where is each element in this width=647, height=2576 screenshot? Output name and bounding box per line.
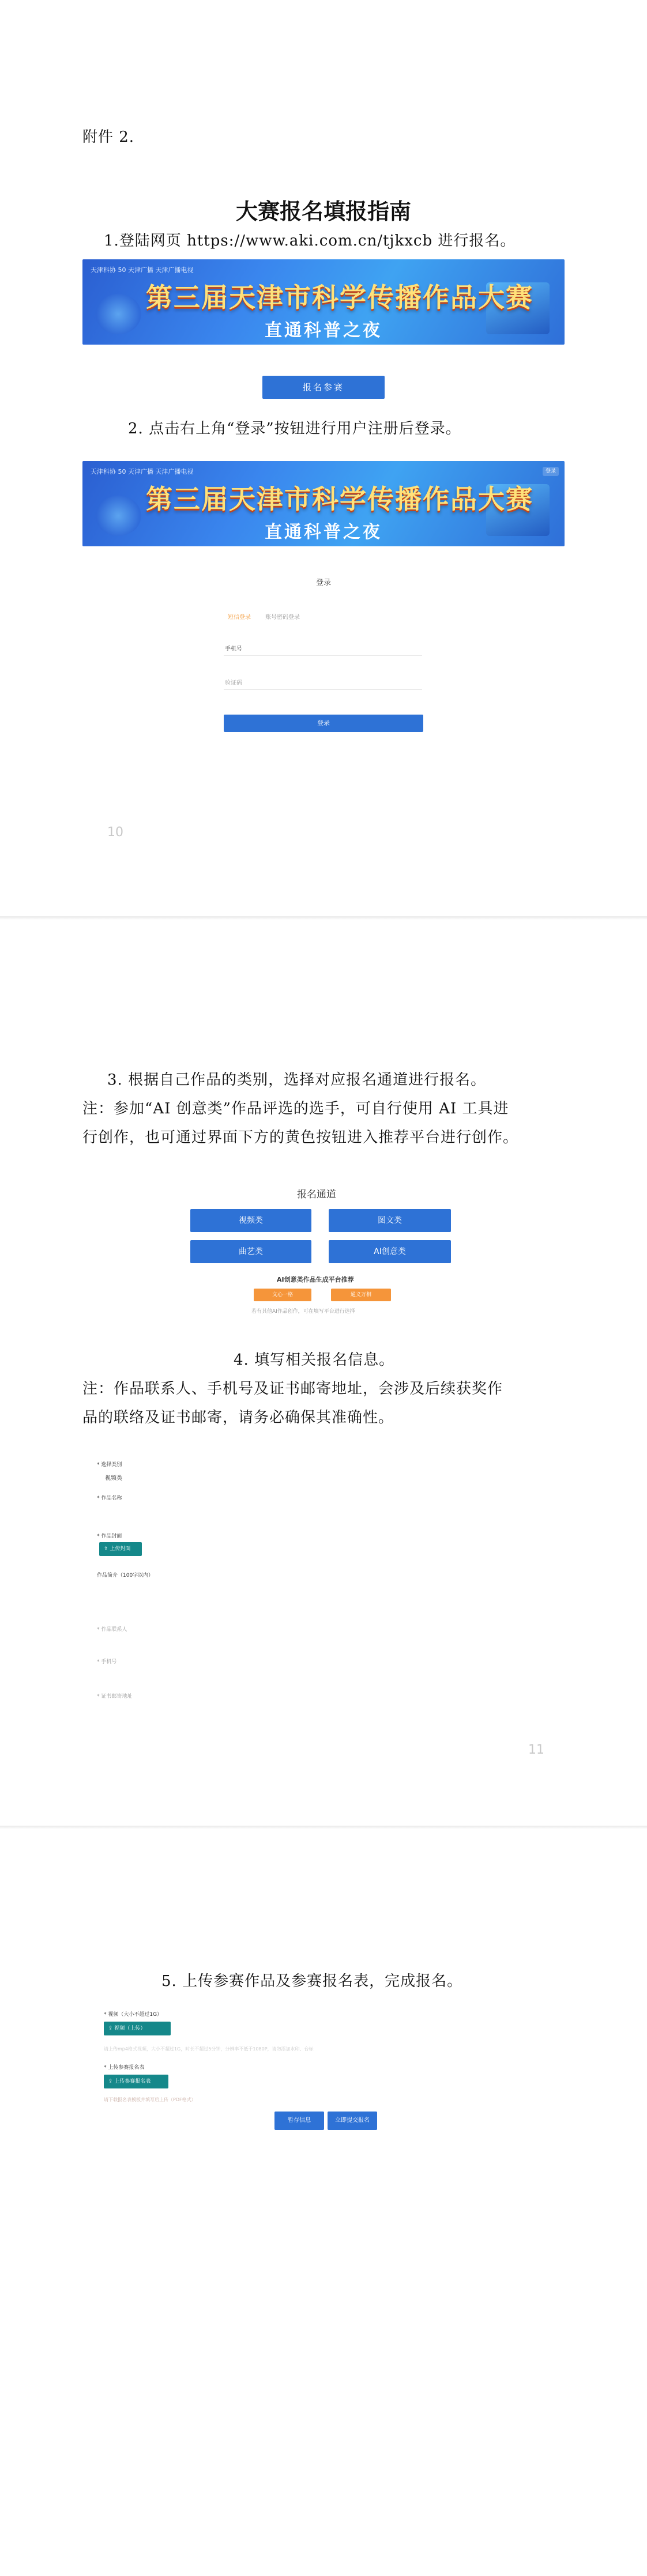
document-title: 大赛报名填报指南 — [235, 198, 411, 224]
form-address-label[interactable]: * 证书邮寄地址 — [97, 1694, 133, 1699]
register-button[interactable]: 报名参赛 — [262, 376, 385, 399]
login-link[interactable]: 登录 — [543, 467, 559, 476]
form-category-label: * 选择类别 — [97, 1462, 122, 1468]
banner-subtitle: 直通科普之夜 — [265, 320, 382, 341]
upload-entry-form-button[interactable] — [104, 2075, 168, 2088]
step-3-text: 3. 根据自己作品的类别，选择对应报名通道进行报名。 — [107, 1071, 487, 1089]
form-title-label: * 作品名称 — [97, 1495, 122, 1501]
upload-video-label: 视频（上传） — [114, 2026, 146, 2031]
attachment-label: 附件 2. — [82, 129, 135, 146]
step-5-text: 5. 上传参赛作品及参赛报名表，完成报名。 — [161, 1973, 463, 1990]
channel-ai-button[interactable]: AI创意类 — [329, 1240, 451, 1263]
step-4-note-line-2: 品的联络及证书邮寄，请务必确保其准确性。 — [82, 1409, 394, 1426]
page-number: 11 — [528, 1743, 544, 1757]
video-hint: 请上传mp4格式视频，大小不超过1G，时长不超过5分钟，分辨率不低于1080P，请勿添加水印、台标 — [104, 2046, 314, 2052]
contest-banner — [82, 461, 565, 546]
step-4-text: 4. 填写相关报名信息。 — [234, 1351, 395, 1369]
save-draft-button[interactable]: 暂存信息 — [274, 2112, 324, 2130]
step-3-note-line-2: 行创作，也可通过界面下方的黄色按钮进入推荐平台进行创作。 — [82, 1129, 519, 1146]
upload-icon: ⇪ — [108, 2026, 115, 2031]
entry-form-hint: 请下载报名表模板并填写后上传（PDF格式） — [104, 2097, 196, 2102]
step-4-note-line-1: 注：作品联系人、手机号及证书邮寄地址，会涉及后续获奖作 — [82, 1380, 503, 1397]
upload-entry-form-label: 上传参赛报名表 — [114, 2079, 151, 2084]
login-submit-button[interactable]: 登录 — [224, 715, 423, 732]
submit-registration-button[interactable]: 立即提交报名 — [328, 2112, 377, 2130]
ai-platform-heading: AI创意类作品生成平台推荐 — [277, 1276, 354, 1283]
upload-icon: ⇪ — [104, 1546, 110, 1552]
channel-graphic-button[interactable]: 图文类 — [329, 1209, 451, 1232]
form-intro-label: 作品简介（100字以内） — [97, 1573, 154, 1578]
step-3-note-line-1: 注：参加“AI 创意类”作品评选的选手，可自行使用 AI 工具进 — [82, 1100, 509, 1117]
entry-form-label: * 上传参赛报名表 — [104, 2065, 145, 2071]
document-page-3 — [0, 1829, 647, 2576]
form-contact-label[interactable]: * 作品联系人 — [97, 1627, 127, 1633]
ai-platform-button[interactable]: 通义万相 — [331, 1289, 391, 1301]
channel-quyi-button[interactable]: 曲艺类 — [190, 1240, 311, 1263]
step-1-text: 1.登陆网页 https://www.aki.com.cn/tjkxcb 进行报名。 — [104, 232, 516, 250]
banner-title: 第三届天津市科学传播作品大赛 — [146, 484, 533, 515]
tab-password-login[interactable]: 账号密码登录 — [265, 614, 300, 621]
phone-label: 手机号 — [225, 646, 242, 652]
form-cover-label: * 作品封面 — [97, 1533, 122, 1539]
ai-platform-button[interactable]: 文心一格 — [254, 1289, 311, 1301]
upload-icon: ⇪ — [108, 2079, 115, 2084]
upload-video-button[interactable] — [104, 2022, 171, 2035]
phone-field[interactable] — [224, 655, 422, 656]
banner-subtitle: 直通科普之夜 — [265, 522, 382, 542]
banner-logos: 天津科协 50 天津广播 天津广播电视 — [91, 266, 194, 274]
document-page-2 — [0, 920, 647, 1826]
form-phone-label[interactable]: * 手机号 — [97, 1659, 117, 1665]
channel-video-button[interactable]: 视频类 — [190, 1209, 311, 1232]
banner-logos: 天津科协 50 天津广播 天津广播电视 — [91, 468, 194, 475]
ai-platform-note: 若有其他AI作品创作，可在填写平台进行选择 — [251, 1309, 355, 1315]
tab-sms-login[interactable]: 短信登录 — [228, 614, 251, 621]
login-heading: 登录 — [316, 579, 332, 587]
code-label: 验证码 — [225, 680, 242, 686]
document-page-1 — [0, 0, 647, 916]
contest-banner — [82, 259, 565, 345]
video-label: * 视频（大小不超过1G） — [104, 2012, 163, 2018]
step-2-text: 2. 点击右上角“登录”按钮进行用户注册后登录。 — [128, 420, 461, 437]
channel-heading: 报名通道 — [297, 1189, 336, 1200]
code-field[interactable] — [224, 689, 422, 690]
page-number: 10 — [107, 825, 123, 840]
form-category-value[interactable]: 视频类 — [105, 1475, 122, 1482]
upload-cover-label: 上传封面 — [110, 1546, 131, 1552]
banner-title: 第三届天津市科学传播作品大赛 — [146, 282, 533, 313]
upload-cover-button[interactable] — [99, 1542, 142, 1556]
